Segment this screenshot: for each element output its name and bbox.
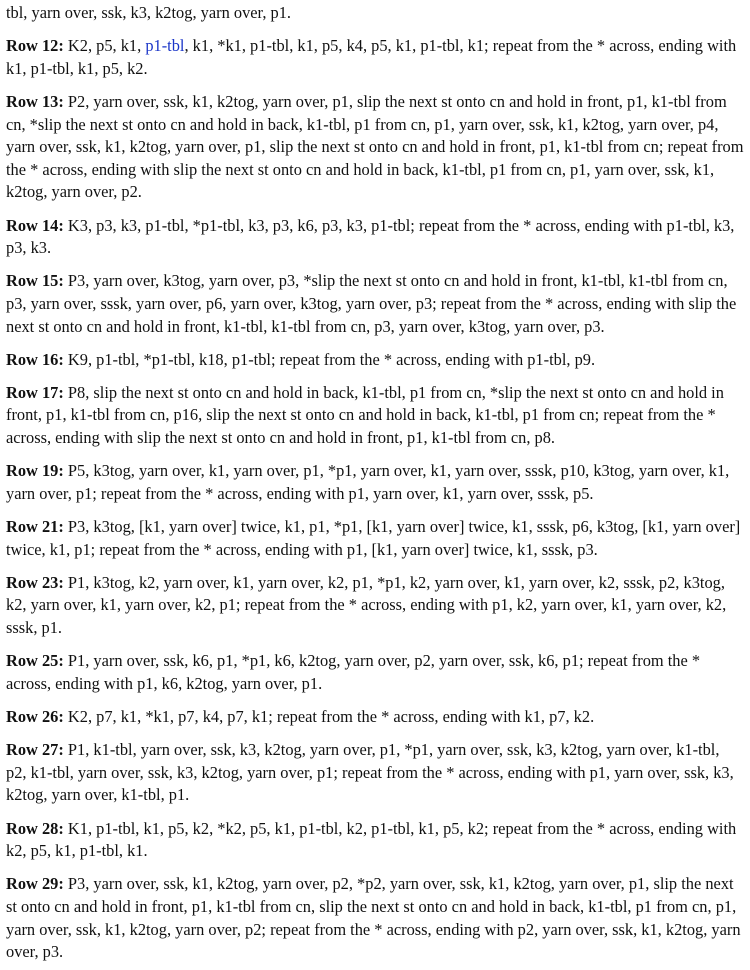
row-19-instruction xyxy=(6,460,744,505)
row-label: Row 27: xyxy=(6,740,64,760)
row-label: Row 17: xyxy=(6,382,64,402)
row-text: P1, k1-tbl, yarn over, ssk, k3, k2tog, yarn over, p1, *p1, yarn over, ssk, k3, k2tog, yarn over, k1-tbl, p2, k1-tbl, yarn over, ssk, k3, k2tog, yarn over, p1; repeat from the * across, ending with p1, yarn over, ssk, k3, k2tog, yarn over, k1-tbl, p1. xyxy=(6,740,734,805)
row-29-instruction xyxy=(6,873,744,963)
row-13-instruction xyxy=(6,91,744,204)
row-text: K2, p7, k1, *k1, p7, k4, p7, k1; repeat from the * across, ending with k1, p7, k2. xyxy=(63,706,595,726)
row-text: P1, k3tog, k2, yarn over, k1, yarn over, k2, p1, *p1, k2, yarn over, k1, yarn over, k2, sssk, p2, k3tog, k2, yarn over, k1, yarn over, k2, p1; repeat from the * across, ending with p1, k2, yarn over, k1, yarn over, k2, sssk, p1. xyxy=(6,572,727,637)
continued-text: tbl, yarn over, ssk, k3, k2tog, yarn over, p1. xyxy=(6,3,292,22)
row-label: Row 29: xyxy=(6,874,64,894)
row-text: P3, yarn over, k3tog, yarn over, p3, *slip the next st onto cn and hold in front, k1-tbl, k1-tbl from cn, p3, yarn over, sssk, yarn over, p6, yarn over, k3tog, yarn over, p3; repeat from the * across, ending with slip the next st onto cn and hold in front, k1-tbl, k1-tbl from cn, p3, yarn over, k3tog, yarn over, p3. xyxy=(6,271,737,336)
row-label: Row 13: xyxy=(6,91,64,111)
row-label: Row 23: xyxy=(6,572,64,592)
row-27-instruction xyxy=(6,739,744,807)
row-12-instruction xyxy=(6,35,744,80)
row-label: Row 14: xyxy=(6,215,64,235)
row-text: P5, k3tog, yarn over, k1, yarn over, p1, *p1, yarn over, k1, yarn over, sssk, p10, k3tog, yarn over, k1, yarn over, p1; repeat from the * across, ending with p1, yarn over, k1, yarn over, sssk, p5. xyxy=(6,461,730,503)
row-label: Row 21: xyxy=(6,517,64,537)
row-17-instruction xyxy=(6,382,744,450)
row-21-instruction xyxy=(6,516,744,561)
row-label: Row 16: xyxy=(6,349,64,369)
row-label: Row 25: xyxy=(6,651,64,671)
row-16-instruction xyxy=(6,349,744,372)
row-text: P1, yarn over, ssk, k6, p1, *p1, k6, k2tog, yarn over, p2, yarn over, ssk, k6, p1; repeat from the * across, ending with p1, k6, k2tog, yarn over, p1. xyxy=(6,651,701,693)
row-label: Row 12: xyxy=(6,36,64,56)
row-25-instruction xyxy=(6,650,744,695)
row-label: Row 15: xyxy=(6,271,64,291)
row-14-instruction xyxy=(6,215,744,260)
row-15-instruction xyxy=(6,270,744,338)
row-text: P8, slip the next st onto cn and hold in back, k1-tbl, p1 from cn, *slip the next st onto cn and hold in front, p1, k1-tbl from cn, p16, slip the next st onto cn and hold in back, k1-tbl, p1 from cn; repeat from the * across, ending with slip the next st onto cn and hold in front, p1, k1-tbl from cn, p8. xyxy=(6,382,724,448)
row-label: Row 26: xyxy=(6,706,64,726)
row-text: K3, p3, k3, p1-tbl, *p1-tbl, k3, p3, k6, p3, k3, p1-tbl; repeat from the * across, ending with p1-tbl, k3, p3, k3. xyxy=(6,215,735,258)
row-text: P3, k3tog, [k1, yarn over] twice, k1, p1, *p1, [k1, yarn over] twice, k1, sssk, p6, k3tog, [k1, yarn over] twice, k1, p1; repeat from the * across, ending with p1, [k1, yarn over] twice, k1, sssk, p3. xyxy=(6,517,741,559)
row-28-instruction xyxy=(6,818,744,863)
row-text: P3, yarn over, ssk, k1, k2tog, yarn over, p2, *p2, yarn over, ssk, k1, k2tog, yarn over, p1, slip the next st onto cn and hold in front, p1, k1-tbl from cn, slip the next st onto cn and hold in back, k1-tbl, p1 from cn, p1, yarn over, ssk, k1, k2tog, yarn over, p2; repeat from the * across, ending with p2, yarn over, ssk, k1, k2tog, yarn over, p3. xyxy=(6,874,741,962)
row-text: , k1, *k1, p1-tbl, k1, p5, k4, p5, k1, p1-tbl, k1; repeat from the * across, ending with k1, p1-tbl, k1, p5, k2. xyxy=(6,36,737,78)
continued-instruction xyxy=(6,2,744,25)
row-label: Row 28: xyxy=(6,818,64,838)
row-23-instruction xyxy=(6,572,744,640)
row-text: P2, yarn over, ssk, k1, k2tog, yarn over, p1, slip the next st onto cn and hold in front, p1, k1-tbl from cn, *slip the next st onto cn and hold in back, k1-tbl, p1 from cn, p1, yarn over, ssk, k1, k2tog, yarn over, p4, yarn over, ssk, k1, k2tog, yarn over, p1, slip the next st onto cn and hold in front, p1, k1-tbl from cn; repeat from the * across, ending with slip the next st onto cn and hold in back, k1-tbl, p1 from cn, p1, yarn over, ssk, k1, k2tog, yarn over, p2. xyxy=(6,91,744,202)
row-text: K1, p1-tbl, k1, p5, k2, *k2, p5, k1, p1-tbl, k2, p1-tbl, k1, p5, k2; repeat from the * across, ending with k2, p5, k1, p1-tbl, k1. xyxy=(6,818,737,861)
row-text: K9, p1-tbl, *p1-tbl, k18, p1-tbl; repeat from the * across, ending with p1-tbl, p9. xyxy=(63,349,596,369)
p1-tbl-link[interactable]: p1-tbl xyxy=(145,36,185,56)
row-text: K2, p5, k1, xyxy=(63,36,146,56)
row-label: Row 19: xyxy=(6,461,64,481)
row-26-instruction xyxy=(6,706,744,729)
